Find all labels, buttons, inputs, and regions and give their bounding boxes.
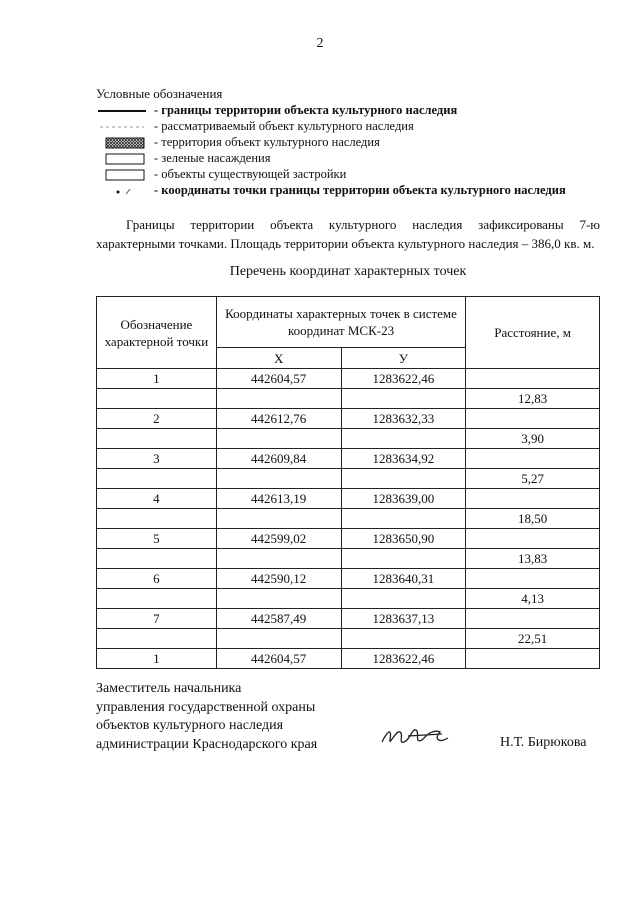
empty-cell — [341, 469, 466, 489]
table-row — [97, 449, 600, 469]
signatory-title-line: объектов культурного наследия — [96, 718, 284, 733]
empty-distance-cell — [466, 489, 600, 509]
x-coordinate-cell: 442613,19 — [216, 489, 341, 509]
header-x: Х — [216, 348, 341, 369]
table-row — [97, 409, 600, 429]
empty-distance-cell — [466, 529, 600, 549]
point-id-cell: 1 — [97, 649, 217, 669]
legend-item-label: - координаты точки границы территории объекта культурного наследия — [154, 183, 566, 197]
x-coordinate-cell: 442590,12 — [216, 569, 341, 589]
legend-item-boundary — [96, 103, 636, 119]
legend-item-object — [96, 119, 636, 135]
point-id-cell: 5 — [97, 529, 217, 549]
page-number: 2 — [316, 36, 324, 51]
empty-cell — [341, 509, 466, 529]
table-row — [97, 529, 600, 549]
header-y: У — [341, 348, 466, 369]
signatory-title-line: администрации Краснодарского края — [96, 736, 318, 752]
empty-cell — [216, 389, 341, 409]
empty-cell — [216, 589, 341, 609]
table-row — [97, 389, 600, 409]
distance-cell: 3,90 — [466, 429, 600, 449]
y-coordinate-cell: 1283640,31 — [341, 569, 466, 589]
table-row — [97, 589, 600, 609]
y-coordinate-cell: 1283632,33 — [341, 409, 466, 429]
distance-cell: 12,83 — [466, 389, 600, 409]
distance-cell: 22,51 — [466, 629, 600, 649]
legend-item-label: - зеленые насаждения — [154, 151, 271, 165]
empty-distance-cell — [466, 369, 600, 389]
dashed-object-symbol — [96, 121, 148, 133]
legend-item-label: - объекты существующей застройки — [154, 167, 347, 181]
legend-item-territory — [96, 135, 636, 151]
signature-block — [96, 680, 317, 754]
empty-cell — [97, 549, 217, 569]
empty-cell — [216, 469, 341, 489]
table-body — [97, 369, 600, 669]
y-coordinate-cell: 1283639,00 — [341, 489, 466, 509]
x-coordinate-cell: 442604,57 — [216, 649, 341, 669]
point-id-cell: 4 — [97, 489, 217, 509]
empty-distance-cell — [466, 649, 600, 669]
distance-cell: 4,13 — [466, 589, 600, 609]
y-coordinate-cell: 1283622,46 — [341, 369, 466, 389]
x-coordinate-cell: 442609,84 — [216, 449, 341, 469]
boundary-line-symbol — [96, 105, 148, 117]
table-row — [97, 429, 600, 449]
empty-cell — [216, 629, 341, 649]
table-row — [97, 569, 600, 589]
x-coordinate-cell: 442599,02 — [216, 529, 341, 549]
point-id-cell: 2 — [97, 409, 217, 429]
empty-cell — [341, 549, 466, 569]
legend-title: Условные обозначения — [96, 86, 223, 101]
point-id-cell: 3 — [97, 449, 217, 469]
empty-cell — [216, 429, 341, 449]
distance-cell: 18,50 — [466, 509, 600, 529]
legend-item-point — [96, 183, 636, 199]
empty-cell — [97, 589, 217, 609]
header-coords: Координаты характерных точек в системе координат МСК-23 — [216, 297, 465, 348]
legend-item-label: - границы территории объекта культурного наследия — [154, 103, 458, 117]
y-coordinate-cell: 1283622,46 — [341, 649, 466, 669]
empty-distance-cell — [466, 409, 600, 429]
header-point: Обозначение характерной точки — [97, 297, 217, 369]
empty-cell — [97, 389, 217, 409]
header-distance: Расстояние, м — [466, 297, 600, 369]
empty-distance-cell — [466, 609, 600, 629]
legend-item-green — [96, 151, 636, 167]
table-row — [97, 369, 600, 389]
empty-cell — [341, 629, 466, 649]
signatory-title-line: Заместитель начальника — [96, 681, 242, 696]
table-title: Перечень координат характерных точек — [229, 264, 467, 279]
y-coordinate-cell: 1283634,92 — [341, 449, 466, 469]
table-row — [97, 469, 600, 489]
table-row — [97, 609, 600, 629]
table-row — [97, 549, 600, 569]
table-row — [97, 489, 600, 509]
signatory-name: Н.Т. Бирюкова — [500, 735, 587, 750]
empty-distance-cell — [466, 449, 600, 469]
hatched-territory-symbol — [96, 137, 148, 149]
legend-item-label: - рассматриваемый объект культурного наследия — [154, 119, 414, 133]
distance-cell: 13,83 — [466, 549, 600, 569]
description-paragraph: Границы территории объекта культурного наследия зафиксированы 7-ю характерными точками. Площадь территории объекта культурного наследия – 386,0 кв. м. — [96, 217, 600, 251]
y-coordinate-cell: 1283637,13 — [341, 609, 466, 629]
table-row — [97, 509, 600, 529]
empty-cell — [97, 509, 217, 529]
empty-cell — [216, 549, 341, 569]
empty-cell — [341, 389, 466, 409]
distance-cell: 5,27 — [466, 469, 600, 489]
point-id-cell: 7 — [97, 609, 217, 629]
building-symbol — [96, 169, 148, 181]
empty-cell — [341, 429, 466, 449]
empty-cell — [97, 629, 217, 649]
point-id-cell: 6 — [97, 569, 217, 589]
point-id-cell: 1 — [97, 369, 217, 389]
signatory-title-line: управления государственной охраны — [96, 699, 316, 715]
table-row — [97, 649, 600, 669]
x-coordinate-cell: 442587,49 — [216, 609, 341, 629]
x-coordinate-cell: 442612,76 — [216, 409, 341, 429]
legend-item-label: - территория объект культурного наследия — [154, 135, 380, 149]
green-area-symbol — [96, 153, 148, 165]
empty-cell — [97, 429, 217, 449]
point-symbol — [96, 185, 148, 197]
y-coordinate-cell: 1283650,90 — [341, 529, 466, 549]
coordinates-table — [96, 296, 600, 669]
legend-item-buildings — [96, 167, 636, 183]
empty-cell — [97, 469, 217, 489]
empty-cell — [216, 509, 341, 529]
empty-cell — [341, 589, 466, 609]
x-coordinate-cell: 442604,57 — [216, 369, 341, 389]
table-row — [97, 629, 600, 649]
empty-distance-cell — [466, 569, 600, 589]
handwritten-signature — [378, 722, 458, 750]
